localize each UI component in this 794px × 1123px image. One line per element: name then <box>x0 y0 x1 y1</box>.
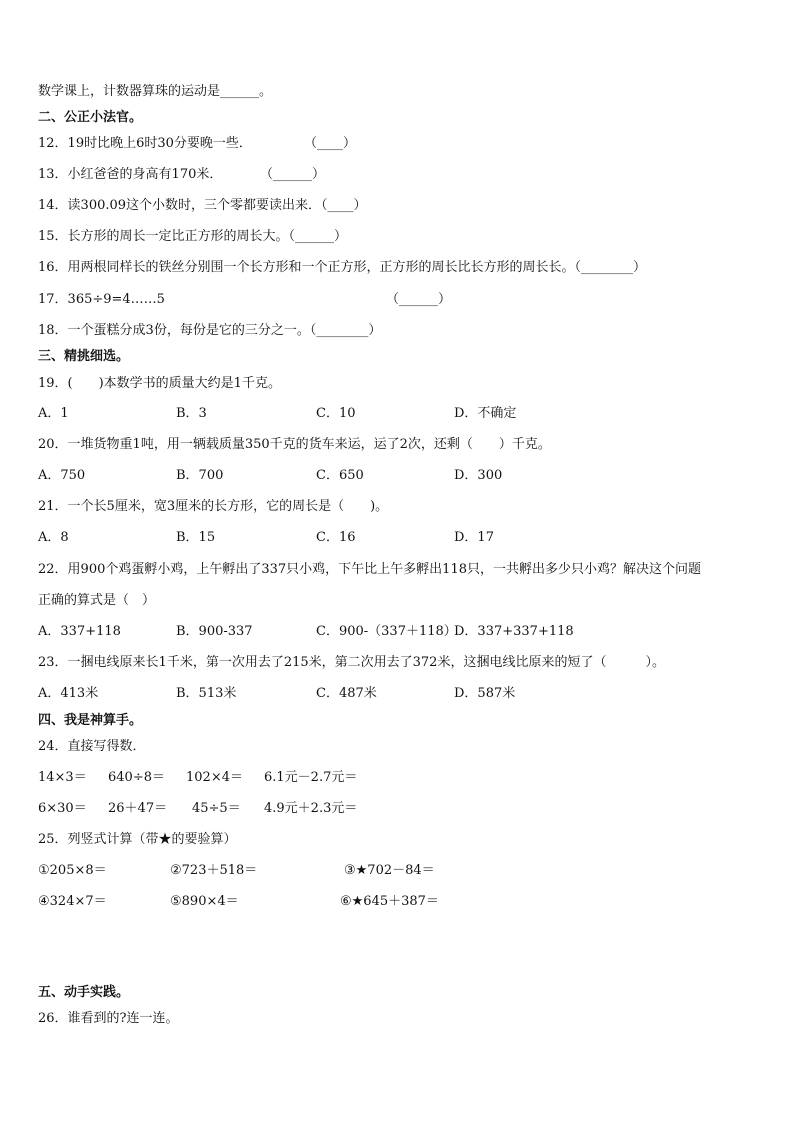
question-18: 18．一个蛋糕分成3份，每份是它的三分之一。（________） <box>38 323 382 338</box>
calc-item: 6.1元－2.7元＝ <box>264 770 358 785</box>
question-26: 26．谁看到的?连一连。 <box>38 1011 179 1026</box>
vertical-calc-item: ③★702－84＝ <box>344 863 435 878</box>
vertical-calc-item: ②723＋518＝ <box>170 863 258 878</box>
question-22-line-2: 正确的算式是（ ） <box>38 593 156 608</box>
option-20-a[interactable]: A．750 <box>38 468 86 483</box>
section-heading-4: 四、我是神算手。 <box>38 713 143 728</box>
option-19-d[interactable]: D．不确定 <box>454 406 517 421</box>
answer-blank-17[interactable]: （______） <box>386 292 452 307</box>
question-22-line-1: 22．用900个鸡蛋孵小鸡，上午孵出了337只小鸡，下午比上午多孵出118只，一共孵出多少只小鸡？解决这个问题 <box>38 562 701 577</box>
line-abacus: 数学课上，计数器算珠的运动是______。 <box>38 84 273 99</box>
option-23-d[interactable]: D．587米 <box>454 686 516 701</box>
option-23-c[interactable]: C．487米 <box>316 686 377 701</box>
option-19-a[interactable]: A．1 <box>38 406 69 421</box>
vertical-calc-item: ④324×7＝ <box>38 894 107 909</box>
option-21-d[interactable]: D．17 <box>454 530 494 545</box>
question-21: 21．一个长5厘米，宽3厘米的长方形，它的周长是（ )。 <box>38 499 389 514</box>
question-12: 12．19时比晚上6时30分要晚一些． <box>38 136 252 151</box>
question-13: 13．小红爸爸的身高有170米． <box>38 167 223 182</box>
calc-item: 640÷8＝ <box>108 770 165 785</box>
question-23: 23．一捆电线原来长1千米，第一次用去了215米，第二次用去了372米，这捆电线比原来的短了（ ）。 <box>38 655 665 670</box>
question-24: 24．直接写得数． <box>38 739 146 754</box>
option-22-b[interactable]: B．900-337 <box>176 624 253 639</box>
section-heading-3: 三、精挑细选。 <box>38 349 130 364</box>
section-heading-2: 二、公正小法官。 <box>38 110 143 125</box>
option-19-b[interactable]: B．3 <box>176 406 207 421</box>
calc-item: 4.9元＋2.3元＝ <box>264 801 358 816</box>
option-23-b[interactable]: B．513米 <box>176 686 237 701</box>
option-22-c[interactable]: C．900-（337＋118） <box>316 624 457 639</box>
option-20-c[interactable]: C．650 <box>316 468 364 483</box>
option-22-d[interactable]: D．337+337+118 <box>454 624 574 639</box>
calc-item: 26＋47＝ <box>108 801 168 816</box>
calc-item: 45÷5＝ <box>192 801 241 816</box>
vertical-calc-item: ⑤890×4＝ <box>170 894 239 909</box>
question-19: 19．( )本数学书的质量大约是1千克。 <box>38 376 281 391</box>
option-20-d[interactable]: D．300 <box>454 468 503 483</box>
question-20: 20．一堆货物重1吨，用一辆载质量350千克的货车来运，运了2次，还剩（ ）千克。 <box>38 437 551 452</box>
option-21-b[interactable]: B．15 <box>176 530 216 545</box>
answer-blank-12[interactable]: （____） <box>304 136 357 151</box>
vertical-calc-item: ⑥★645＋387＝ <box>340 894 439 909</box>
option-19-c[interactable]: C．10 <box>316 406 356 421</box>
question-25: 25．列竖式计算（带★的要验算） <box>38 832 237 847</box>
question-17: 17．365÷9=4……5 <box>38 292 165 307</box>
answer-blank-13[interactable]: （______） <box>260 167 326 182</box>
option-21-a[interactable]: A．8 <box>38 530 69 545</box>
question-14: 14．读300.09这个小数时，三个零都要读出来．（____） <box>38 198 367 213</box>
vertical-calc-item: ①205×8＝ <box>38 863 107 878</box>
option-23-a[interactable]: A．413米 <box>38 686 99 701</box>
calc-item: 102×4＝ <box>186 770 243 785</box>
option-22-a[interactable]: A．337+118 <box>38 624 121 639</box>
question-16: 16．用两根同样长的铁丝分别围一个长方形和一个正方形，正方形的周长比长方形的周长长。（________） <box>38 260 647 275</box>
option-20-b[interactable]: B．700 <box>176 468 224 483</box>
calc-item: 6×30＝ <box>38 801 87 816</box>
question-15: 15．长方形的周长一定比正方形的周长大。（______） <box>38 229 348 244</box>
calc-item: 14×3＝ <box>38 770 87 785</box>
option-21-c[interactable]: C．16 <box>316 530 356 545</box>
section-heading-5: 五、动手实践。 <box>38 985 130 1000</box>
